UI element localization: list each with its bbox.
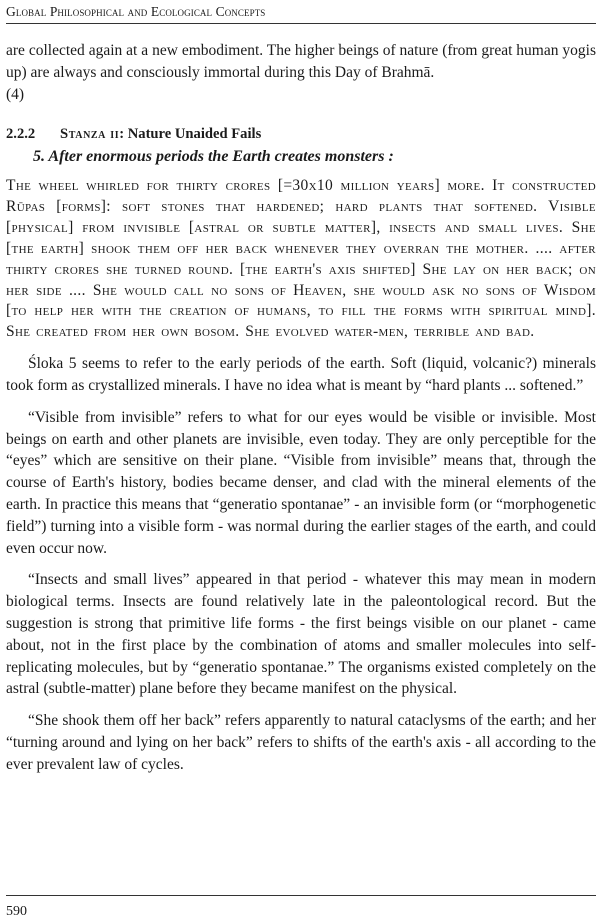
commentary-paragraph-4: “She shook them off her back” refers apparently to natural cataclysms of the earth; and her “turning around and lying on her back” refers to shifts of the earth's axis - all according to the ever prevalent law of cycles. — [6, 712, 596, 773]
commentary-paragraph-3: “Insects and small lives” appeared in that period - whatever this may mean in modern biological terms. Insects are found relatively late in the paleontological record. But the suggestion is strong that primitive life forms - the first beings visible on our planet - came about, not in the first place by the combination of atoms and smaller molecules into self-replicating molecules, but by “generatio spontanae.” The organisms existed completely on the astral (subtle-matter) plane before they became manifest on the physical. — [6, 571, 596, 698]
commentary-paragraph-1: Śloka 5 seems to refer to the early periods of the earth. Soft (liquid, volcanic?) minerals took form as crystallized minerals. I have no idea what is meant by “hard plants ... softened.” — [6, 355, 596, 395]
sloka-heading: 5. After enormous periods the Earth creates monsters : — [33, 148, 394, 166]
footer-rule — [6, 895, 596, 896]
paragraph-number: (4) — [6, 85, 25, 103]
commentary-paragraph-2: “Visible from invisible” refers to what for our eyes would be visible or invisible. Most beings on earth and other planets are invisible, even today. They are only perceptible for the “eyes” which are sensitive on their plane. “Visible from invisible” means that, through the course of Earth's history, bodies became denser, and clad with the mineral elements of the earth. In practice this means that “generatio spontanae” - an invisible form (or “morphogenetic field”) turning into a visible form - was normal during the earlier stages of the earth, and could even occur now. — [6, 408, 596, 557]
section-number: 2.2.2 — [6, 126, 36, 143]
running-head: Global Philosophical and Ecological Concepts — [6, 4, 266, 19]
section-stanza-label: Stanza ii — [60, 126, 120, 143]
stanza-text: The wheel whirled for thirty crores [=30x10 million years] more. It constructed Rūpas [forms]: soft stones that hardened; hard plants that softened. Visible [physical] from invisible [astral or subtle matter], insects and small lives. She [the earth] shook them off her back whenever they overran the mother. .... after thirty crores she turned round. [the earth's axis shifted] She lay on her back; on her side .... She would call no sons of Heaven, she would ask no sons of Wisdom [to help her with the creation of humans, to fill the forms with spiritual mind]. She created from her own bosom. She evolved water-men, terrible and bad. — [6, 176, 596, 341]
page-body — [6, 40, 596, 776]
carryover-paragraph: are collected again at a new embodiment. The higher beings of nature (from great human yogis up) are always and consciously immortal during this Day of Brahmā. — [6, 42, 596, 81]
header-rule — [6, 23, 596, 24]
section-heading — [6, 124, 596, 146]
section-title: : Nature Unaided Fails — [119, 126, 262, 143]
page-number: 590 — [6, 904, 27, 919]
